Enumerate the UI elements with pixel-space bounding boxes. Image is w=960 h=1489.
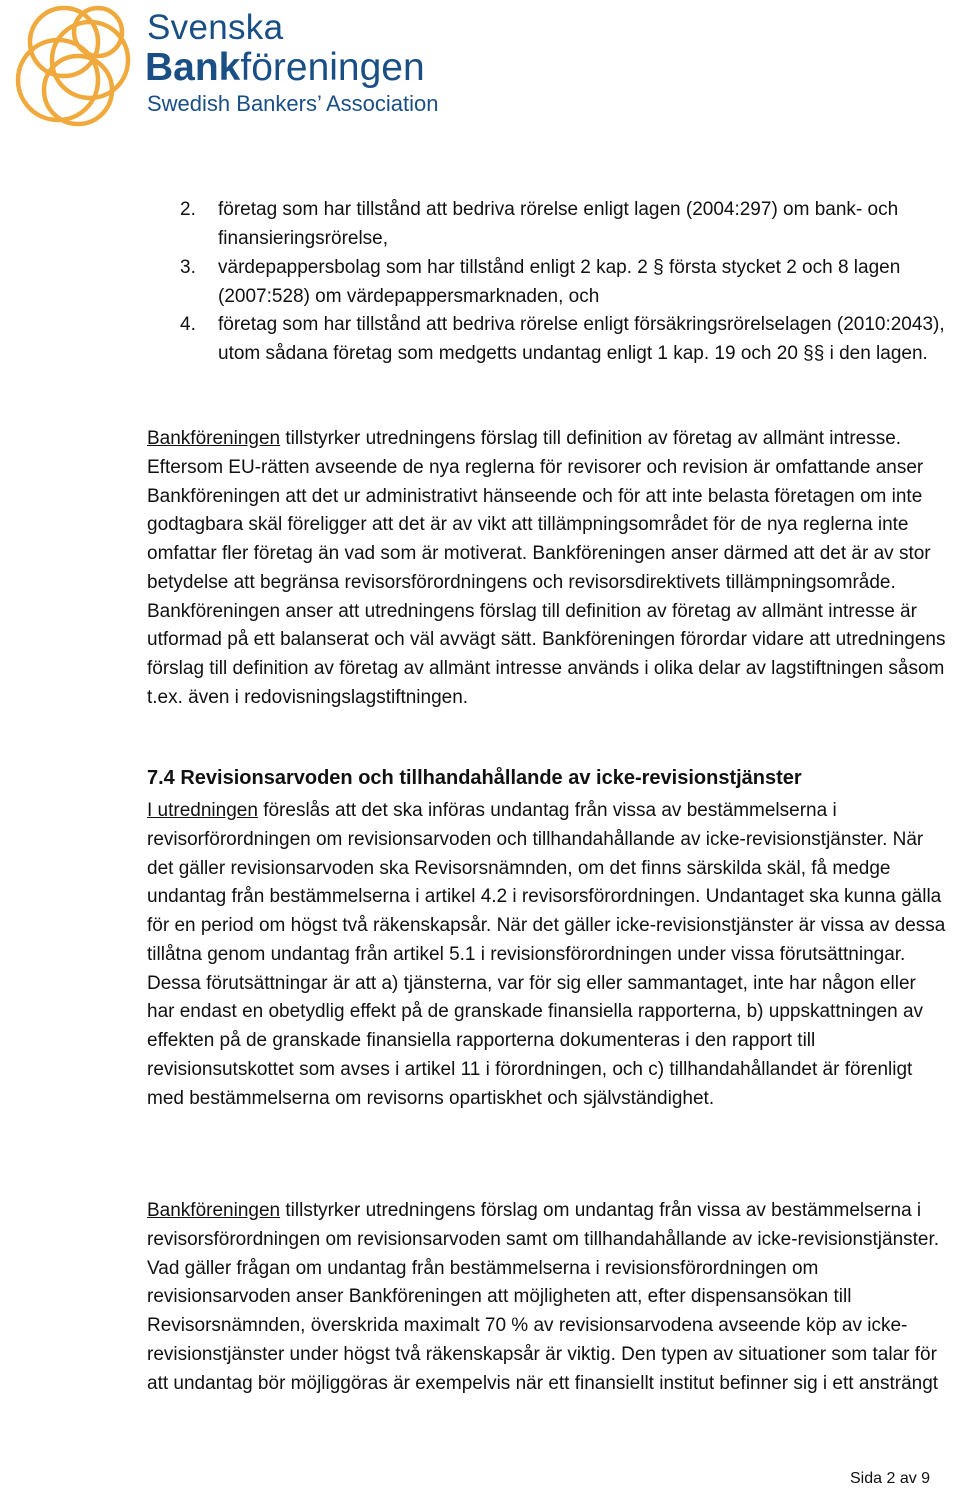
paragraph-definition [147,425,947,713]
logo-tagline: Swedish Bankers’ Association [147,91,439,116]
list-item [180,196,958,254]
bankforeningen-logo [0,0,470,130]
underlined-term: I utredningen [147,800,258,821]
list-item-number: 3. [180,257,196,278]
logo-text-foreningen: föreningen [240,46,425,89]
list-item [180,254,958,312]
list-item-text: företag som har tillstånd att bedriva rörelse enligt lagen (2004:297) om bank- och finansieringsrörelse, [218,199,899,249]
underlined-term: Bankföreningen [147,428,281,449]
paragraph-text: tillstyrker utredningens förslag om undantag från vissa av bestämmelserna i revisorsförordningen om revisionsarvoden samt om tillhandahållande av icke-revisionstjänster. Vad gäller frågan om undantag från bestämmelserna i revisionsförordningen om revisionsarvoden anser Bankföreningen att möjligheten att, efter dispensansökan till Revisorsnämnden, överskrida maximalt 70 % av revisionsarvodena avseende köp av icke-revisionstjänster under högst två räkenskapsår är viktig. Den typen av situationer som talar för att undantag bör möjliggöras är exempelvis när ett finansiellt institut befinner sig i ett ansträngt [147,1200,940,1394]
paragraph-exemptions [147,797,947,1113]
paragraph-text: föreslås att det ska införas undantag från vissa av bestämmelserna i revisorförordningen om revisionsarvoden och tillhandahållande av icke-revisionstjänster. När det gäller revisionsarvoden ska Revisorsnämnden, om det finns särskilda skäl, få medge undantag från bestämmelserna i artikel 4.2 i revisorsförordningen. Undantaget ska kunna gälla för en period om högst två räkenskapsår. När det gäller icke-revisionstjänster är vissa av dessa tillåtna genom undantag från artikel 5.1 i revisionsförordningen under vissa förutsättningar. Dessa förutsättningar är att a) tjänsterna, var för sig eller sammantaget, inte har någon eller har endast en obetydlig effekt på de granskade finansiella rapporterna, b) uppskattningen av effekten på de granskade finansiella rapporterna dokumenteras i den rapport till revisionsutskottet som avses i artikel 11 i förordningen, och c) tillhandahållandet är förenligt med bestämmelserna om revisorns opartiskhet och självständighet. [147,800,946,1109]
list-item [180,311,958,369]
page-number: Sida 2 av 9 [850,1470,931,1487]
underlined-term: Bankföreningen [147,1200,281,1221]
paragraph-support [147,1197,947,1398]
logo-text-svenska: Svenska [147,8,284,47]
list-item-text: värdepappersbolag som har tillstånd enligt 2 kap. 2 § första stycket 2 och 8 lagen (2007:528) om värdepappersmarknaden, och [218,257,901,307]
logo-text-bank: Bank [145,46,241,89]
list-item-number: 2. [180,199,196,220]
logo-rings-icon [6,2,146,130]
list-item-text: företag som har tillstånd att bedriva rörelse enligt försäkringsrörelselagen (2010:2043), utom sådana företag som medgetts undantag enligt 1 kap. 19 och 20 §§ i den lagen. [218,314,945,364]
list-item-number: 4. [180,314,196,335]
logo-text-bankforeningen [145,46,425,90]
paragraph-text: tillstyrker utredningens förslag till definition av företag av allmänt intresse. Eftersom EU-rätten avseende de nya reglerna för revisorer och revision är omfattande anser Bankföreningen att det ur administrativt hänseende och för att inte belasta företagen om inte godtagbara skäl föreligger att det är av vikt att tillämpningsområdet för de nya reglerna inte omfattar fler företag än vad som är motiverat. Bankföreningen anser därmed att det är av stor betydelse att begränsa revisorsförordningens och revisorsdirektivets tillämpningsområde. Bankföreningen anser att utredningens förslag till definition av företag av allmänt intresse är utformad på ett balanserat och väl avvägt sätt. Bankföreningen förordar vidare att utredningens förslag till definition av företag av allmänt intresse används i olika delar av lagstiftningen såsom t.ex. även i redovisningslagstiftningen. [147,428,946,708]
section-heading: 7.4 Revisionsarvoden och tillhandahållande av icke-revisionstjänster [147,767,802,789]
